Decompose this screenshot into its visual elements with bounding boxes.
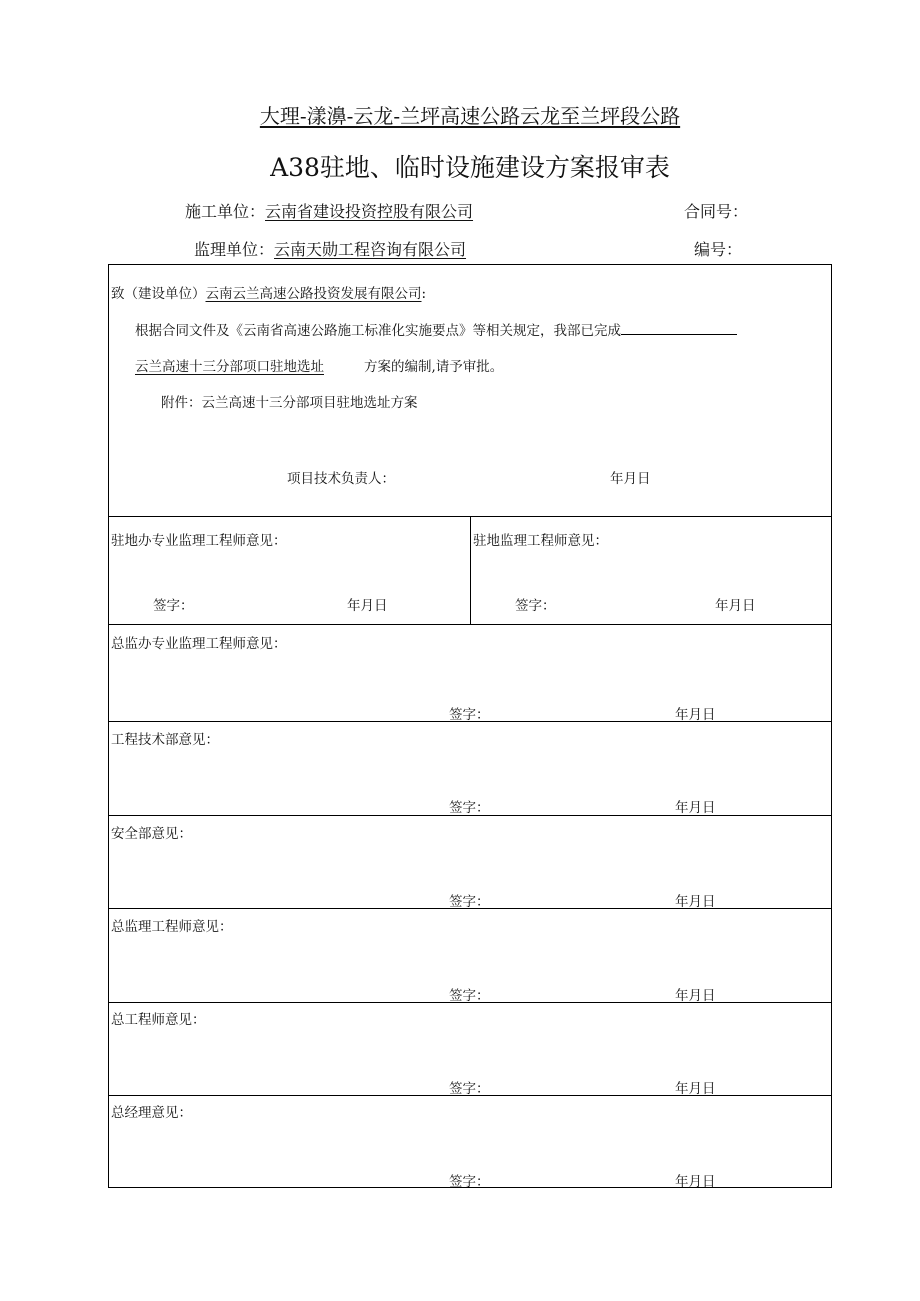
chief-supervisor-opinion-label: 总监理工程师意见： bbox=[111, 919, 233, 935]
resident-engineer-opinion-label: 驻地监理工程师意见： bbox=[473, 533, 608, 549]
supervision-unit bbox=[194, 237, 466, 260]
column-divider bbox=[470, 516, 471, 624]
resident-specialist-opinion-label: 驻地办专业监理工程师意见： bbox=[111, 533, 287, 549]
contract-no-label: 合同号： bbox=[684, 202, 749, 221]
sign-label: 签字： bbox=[515, 598, 556, 614]
project-title: 大理-漾濞-云龙-兰坪高速公路云龙至兰坪段公路 bbox=[259, 104, 681, 128]
general-manager-opinion-label: 总经理意见： bbox=[111, 1105, 192, 1121]
date-label: 年月日 bbox=[675, 1174, 716, 1190]
tech-lead-label: 项目技术负责人： bbox=[287, 471, 395, 487]
construction-unit-value: 云南省建设投资控股有限公司 bbox=[265, 202, 474, 221]
project-name: 云兰高速十三分部项口驻地选址 bbox=[135, 359, 324, 375]
sign-label: 签字： bbox=[449, 988, 490, 1004]
date-label: 年月日 bbox=[675, 1081, 716, 1097]
body-line-2 bbox=[135, 355, 503, 375]
engineering-dept-opinion-label: 工程技术部意见： bbox=[111, 732, 219, 748]
date-label: 年月日 bbox=[675, 707, 716, 723]
attachment: 附件：云兰高速十三分部项目驻地选址方案 bbox=[161, 395, 418, 411]
sign-label: 签字： bbox=[449, 1174, 490, 1190]
chief-office-specialist-opinion-label: 总监办专业监理工程师意见： bbox=[111, 636, 287, 652]
sign-label: 签字： bbox=[153, 598, 194, 614]
sign-label: 签字： bbox=[449, 800, 490, 816]
construction-unit bbox=[185, 199, 473, 222]
date-label: 年月日 bbox=[675, 988, 716, 1004]
supervision-unit-label: 监理单位： bbox=[194, 240, 275, 259]
addressee-owner: 云南云兰高速公路投资发展有限公司 bbox=[205, 286, 422, 302]
date-label: 年月日 bbox=[675, 800, 716, 816]
construction-unit-label: 施工单位： bbox=[185, 202, 266, 221]
date-label: 年月日 bbox=[675, 894, 716, 910]
body-text-2: 方案的编制,请予审批。 bbox=[364, 359, 504, 375]
sign-label: 签字： bbox=[449, 1081, 490, 1097]
row-divider bbox=[109, 624, 831, 625]
chief-engineer-opinion-label: 总工程师意见： bbox=[111, 1012, 206, 1028]
form-title: A38驻地、临时设施建设方案报审表 bbox=[270, 153, 670, 182]
addressee-suffix: : bbox=[421, 286, 427, 302]
addressee-prefix: 致（建设单位） bbox=[111, 286, 206, 302]
body-text-1: 根据合同文件及《云南省高速公路施工标准化实施要点》等相关规定，我部已完成 bbox=[135, 323, 621, 339]
date-label: 年月日 bbox=[347, 598, 388, 614]
body-line-1 bbox=[135, 319, 737, 339]
serial-no-label: 编号： bbox=[694, 240, 743, 259]
safety-dept-opinion-label: 安全部意见： bbox=[111, 826, 192, 842]
addressee-line bbox=[111, 282, 426, 302]
form-table bbox=[108, 264, 832, 1188]
sign-label: 签字： bbox=[449, 894, 490, 910]
blank-underline bbox=[621, 322, 737, 335]
sign-label: 签字： bbox=[449, 707, 490, 723]
date-label: 年月日 bbox=[715, 598, 756, 614]
supervision-unit-value: 云南天勋工程咨询有限公司 bbox=[274, 240, 467, 259]
date-label: 年月日 bbox=[610, 471, 651, 487]
